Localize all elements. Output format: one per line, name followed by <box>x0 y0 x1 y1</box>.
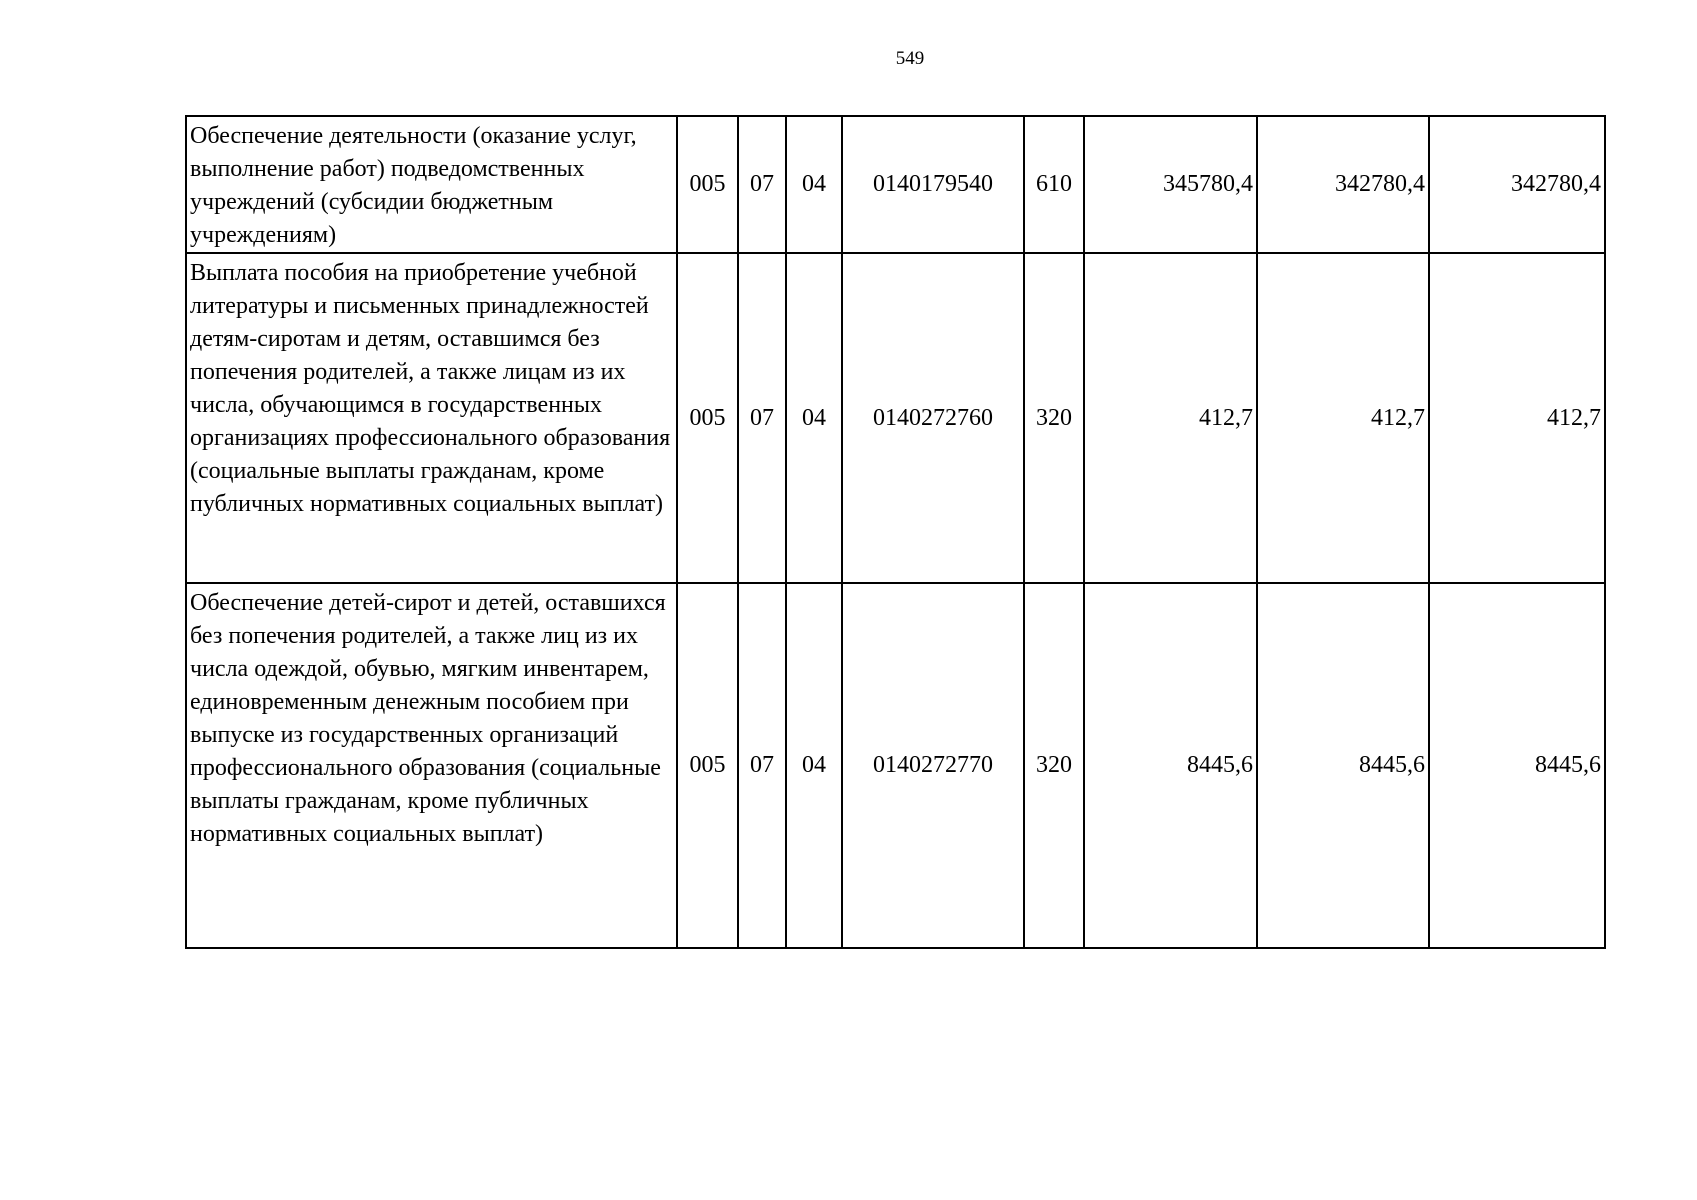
target-article-code: 0140272760 <box>842 253 1024 583</box>
page-number: 549 <box>895 48 925 69</box>
row-description: Обеспечение деятельности (оказание услуг, выполнение работ) подведомственных учреждений (субсидии бюджетным учреждениям) <box>186 116 677 253</box>
row-description: Обеспечение детей-сирот и детей, оставшихся без попечения родителей, а также лиц из их числа одеждой, обувью, мягким инвентарем, единовременным денежным пособием при выпуске из государственных организаций профессионального образования (социальные выплаты гражданам, кроме публичных нормативных социальных выплат) <box>186 583 677 948</box>
subsection-code: 04 <box>786 583 842 948</box>
subsection-code: 04 <box>786 116 842 253</box>
budget-table <box>185 115 1606 949</box>
amount-year-1: 8445,6 <box>1084 583 1257 948</box>
amount-year-2: 342780,4 <box>1257 116 1429 253</box>
amount-year-3: 412,7 <box>1429 253 1605 583</box>
expense-type-code: 320 <box>1024 253 1084 583</box>
amount-year-2: 8445,6 <box>1257 583 1429 948</box>
table-row <box>186 253 1605 583</box>
section-code: 07 <box>738 583 786 948</box>
amount-year-3: 8445,6 <box>1429 583 1605 948</box>
expense-type-code: 320 <box>1024 583 1084 948</box>
ministry-code: 005 <box>677 583 738 948</box>
expense-type-code: 610 <box>1024 116 1084 253</box>
row-description: Выплата пособия на приобретение учебной литературы и письменных принадлежностей детям-сиротам и детям, оставшимся без попечения родителей, а также лицам из их числа, обучающимся в государственных организациях профессионального образования (социальные выплаты гражданам, кроме публичных нормативных социальных выплат) <box>186 253 677 583</box>
table-row <box>186 116 1605 253</box>
ministry-code: 005 <box>677 253 738 583</box>
ministry-code: 005 <box>677 116 738 253</box>
amount-year-1: 412,7 <box>1084 253 1257 583</box>
amount-year-2: 412,7 <box>1257 253 1429 583</box>
subsection-code: 04 <box>786 253 842 583</box>
target-article-code: 0140179540 <box>842 116 1024 253</box>
amount-year-1: 345780,4 <box>1084 116 1257 253</box>
section-code: 07 <box>738 253 786 583</box>
target-article-code: 0140272770 <box>842 583 1024 948</box>
section-code: 07 <box>738 116 786 253</box>
amount-year-3: 342780,4 <box>1429 116 1605 253</box>
table-row <box>186 583 1605 948</box>
